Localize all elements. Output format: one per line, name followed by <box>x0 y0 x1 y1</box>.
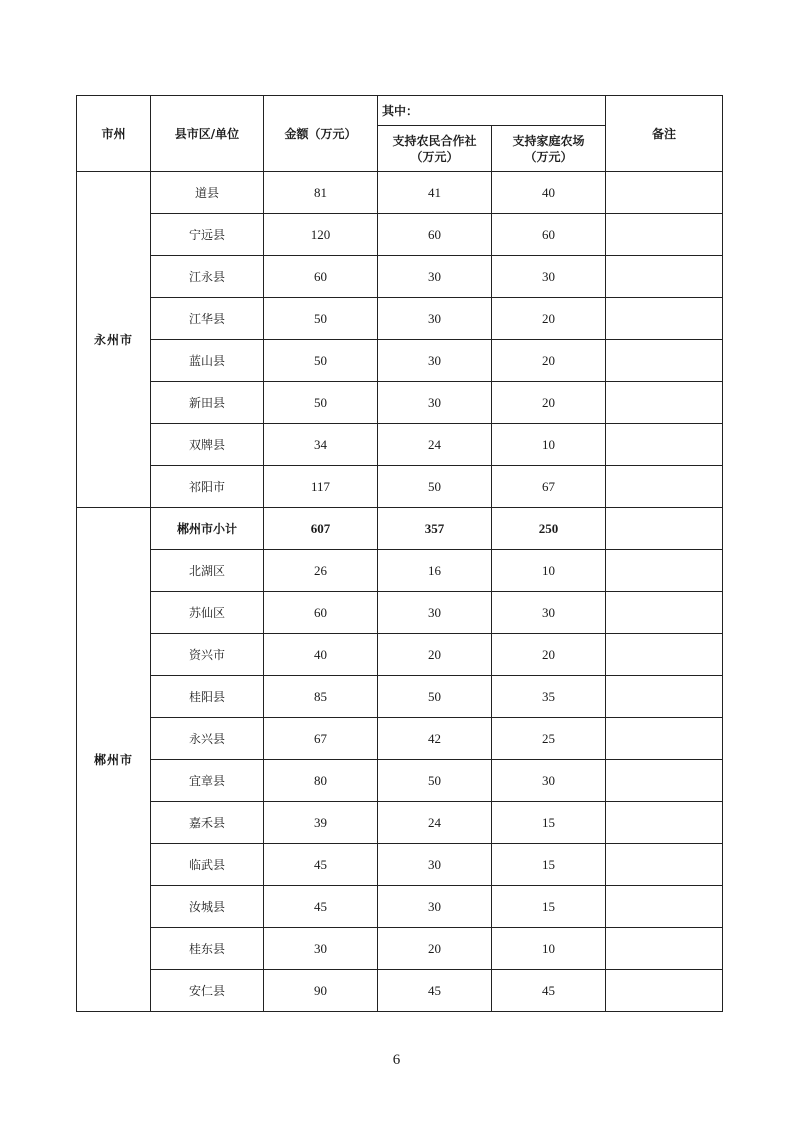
farm-cell: 67 <box>492 466 606 508</box>
remark-cell <box>606 886 723 928</box>
amount-cell: 45 <box>264 844 378 886</box>
amount-cell: 67 <box>264 718 378 760</box>
amount-cell: 34 <box>264 424 378 466</box>
farm-cell: 15 <box>492 886 606 928</box>
remark-cell <box>606 718 723 760</box>
coop-cell: 24 <box>378 802 492 844</box>
farm-cell: 20 <box>492 298 606 340</box>
farm-cell: 40 <box>492 172 606 214</box>
header-county: 县市区/单位 <box>151 96 264 172</box>
county-cell: 蓝山县 <box>151 340 264 382</box>
county-cell: 江华县 <box>151 298 264 340</box>
header-farm-label: 支持家庭农场 <box>512 133 585 148</box>
amount-cell: 117 <box>264 466 378 508</box>
farm-cell: 30 <box>492 760 606 802</box>
coop-cell: 30 <box>378 382 492 424</box>
amount-cell: 45 <box>264 886 378 928</box>
remark-cell <box>606 592 723 634</box>
table-row <box>77 634 723 676</box>
farm-cell: 10 <box>492 928 606 970</box>
table-row <box>77 592 723 634</box>
remark-cell <box>606 802 723 844</box>
table-row <box>77 676 723 718</box>
county-cell: 汝城县 <box>151 886 264 928</box>
table-row <box>77 508 723 550</box>
remark-cell <box>606 508 723 550</box>
county-cell: 嘉禾县 <box>151 802 264 844</box>
amount-cell: 607 <box>264 508 378 550</box>
county-cell: 祁阳市 <box>151 466 264 508</box>
amount-cell: 50 <box>264 340 378 382</box>
table-row <box>77 760 723 802</box>
amount-cell: 40 <box>264 634 378 676</box>
coop-cell: 41 <box>378 172 492 214</box>
county-cell: 新田县 <box>151 382 264 424</box>
county-cell: 江永县 <box>151 256 264 298</box>
farm-cell: 30 <box>492 256 606 298</box>
header-of-which: 其中： <box>378 96 606 126</box>
farm-cell: 10 <box>492 550 606 592</box>
coop-cell: 50 <box>378 760 492 802</box>
coop-cell: 30 <box>378 592 492 634</box>
farm-cell: 20 <box>492 382 606 424</box>
county-cell: 安仁县 <box>151 970 264 1012</box>
farm-cell: 60 <box>492 214 606 256</box>
header-remark: 备注 <box>606 96 723 172</box>
amount-cell: 39 <box>264 802 378 844</box>
table-row <box>77 844 723 886</box>
city-cell: 郴州市 <box>77 508 151 1012</box>
remark-cell <box>606 382 723 424</box>
header-farm-unit: （万元） <box>524 149 573 164</box>
county-cell: 双牌县 <box>151 424 264 466</box>
remark-cell <box>606 340 723 382</box>
remark-cell <box>606 970 723 1012</box>
table-row <box>77 970 723 1012</box>
header-city: 市州 <box>77 96 151 172</box>
amount-cell: 50 <box>264 382 378 424</box>
page-number: 6 <box>392 1052 401 1068</box>
coop-cell: 45 <box>378 970 492 1012</box>
county-cell: 宜章县 <box>151 760 264 802</box>
county-cell: 桂阳县 <box>151 676 264 718</box>
coop-cell: 30 <box>378 256 492 298</box>
remark-cell <box>606 634 723 676</box>
table-row <box>77 886 723 928</box>
farm-cell: 20 <box>492 340 606 382</box>
farm-cell: 30 <box>492 592 606 634</box>
coop-cell: 30 <box>378 844 492 886</box>
farm-cell: 15 <box>492 844 606 886</box>
farm-cell: 25 <box>492 718 606 760</box>
county-cell: 道县 <box>151 172 264 214</box>
amount-cell: 90 <box>264 970 378 1012</box>
remark-cell <box>606 550 723 592</box>
amount-cell: 26 <box>264 550 378 592</box>
coop-cell: 16 <box>378 550 492 592</box>
allocation-table <box>76 95 723 1012</box>
amount-cell: 80 <box>264 760 378 802</box>
farm-cell: 10 <box>492 424 606 466</box>
farm-cell: 45 <box>492 970 606 1012</box>
table-row <box>77 802 723 844</box>
remark-cell <box>606 928 723 970</box>
coop-cell: 24 <box>378 424 492 466</box>
farm-cell: 35 <box>492 676 606 718</box>
table-row <box>77 928 723 970</box>
remark-cell <box>606 676 723 718</box>
amount-cell: 50 <box>264 298 378 340</box>
table-row <box>77 298 723 340</box>
table-row <box>77 382 723 424</box>
coop-cell: 20 <box>378 928 492 970</box>
amount-cell: 85 <box>264 676 378 718</box>
coop-cell: 30 <box>378 298 492 340</box>
amount-cell: 60 <box>264 592 378 634</box>
remark-cell <box>606 466 723 508</box>
county-cell: 资兴市 <box>151 634 264 676</box>
remark-cell <box>606 256 723 298</box>
amount-cell: 81 <box>264 172 378 214</box>
county-cell: 苏仙区 <box>151 592 264 634</box>
table-row <box>77 466 723 508</box>
coop-cell: 50 <box>378 466 492 508</box>
table-body <box>77 172 723 1012</box>
coop-cell: 20 <box>378 634 492 676</box>
table-row <box>77 718 723 760</box>
county-cell: 北湖区 <box>151 550 264 592</box>
table-row <box>77 214 723 256</box>
remark-cell <box>606 424 723 466</box>
amount-cell: 120 <box>264 214 378 256</box>
coop-cell: 60 <box>378 214 492 256</box>
remark-cell <box>606 760 723 802</box>
county-cell: 临武县 <box>151 844 264 886</box>
header-coop <box>378 126 492 172</box>
remark-cell <box>606 214 723 256</box>
county-cell: 郴州市小计 <box>151 508 264 550</box>
farm-cell: 20 <box>492 634 606 676</box>
table-row <box>77 340 723 382</box>
remark-cell <box>606 172 723 214</box>
county-cell: 桂东县 <box>151 928 264 970</box>
county-cell: 宁远县 <box>151 214 264 256</box>
table-row <box>77 550 723 592</box>
amount-cell: 60 <box>264 256 378 298</box>
coop-cell: 42 <box>378 718 492 760</box>
coop-cell: 30 <box>378 886 492 928</box>
table-row <box>77 424 723 466</box>
remark-cell <box>606 298 723 340</box>
remark-cell <box>606 844 723 886</box>
county-cell: 永兴县 <box>151 718 264 760</box>
city-cell: 永州市 <box>77 172 151 508</box>
coop-cell: 50 <box>378 676 492 718</box>
farm-cell: 15 <box>492 802 606 844</box>
header-coop-label: 支持农民合作社 <box>392 133 477 148</box>
coop-cell: 30 <box>378 340 492 382</box>
header-coop-unit: （万元） <box>410 149 459 164</box>
table-row <box>77 256 723 298</box>
header-amount: 金额（万元） <box>264 96 378 172</box>
amount-cell: 30 <box>264 928 378 970</box>
coop-cell: 357 <box>378 508 492 550</box>
header-farm <box>492 126 606 172</box>
table-row <box>77 172 723 214</box>
farm-cell: 250 <box>492 508 606 550</box>
